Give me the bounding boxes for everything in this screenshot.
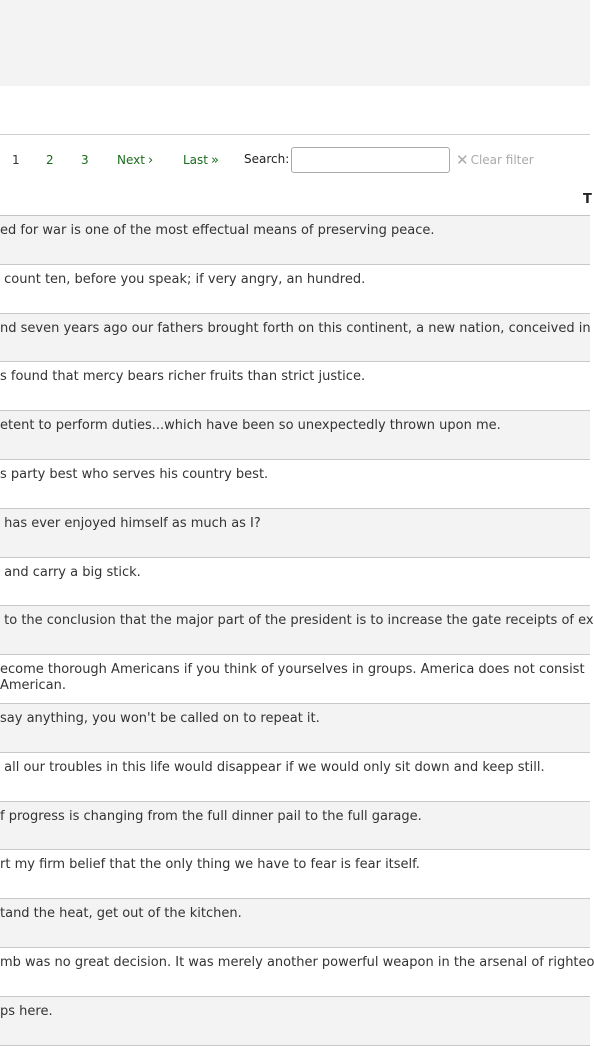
table-row[interactable] bbox=[0, 460, 590, 509]
next-page-link[interactable] bbox=[117, 153, 153, 168]
chevron-right-icon: › bbox=[147, 153, 154, 168]
quote-cell: say anything, you won't be called on to repeat it. bbox=[0, 710, 320, 726]
quote-cell: ed for war is one of the most effectual means of preserving peace. bbox=[0, 223, 435, 238]
quote-cell: and carry a big stick. bbox=[0, 564, 141, 580]
table-row[interactable] bbox=[0, 362, 590, 411]
table-row[interactable] bbox=[0, 850, 590, 899]
quote-cell: all our troubles in this life would disappear if we would only sit down and keep still. bbox=[0, 759, 545, 775]
table-row[interactable] bbox=[0, 802, 590, 851]
table-row[interactable] bbox=[0, 411, 590, 460]
quote-cell: to the conclusion that the major part of the president is to increase the gate receipts of ex bbox=[0, 613, 594, 629]
top-band bbox=[0, 0, 590, 86]
quote-cell: s found that mercy bears richer fruits than strict justice. bbox=[0, 369, 366, 385]
table-body bbox=[0, 216, 594, 1046]
quote-cell: count ten, before you speak; if very angry, an hundred. bbox=[0, 271, 366, 287]
search-input[interactable] bbox=[291, 147, 450, 173]
table-row[interactable] bbox=[0, 558, 590, 607]
table-row[interactable] bbox=[0, 997, 590, 1046]
quote-cell: etent to perform duties...which have been so unexpectedly thrown upon me. bbox=[0, 418, 501, 434]
page-current: 1 bbox=[12, 153, 20, 167]
last-page-link[interactable] bbox=[183, 153, 219, 168]
search-label: Search: bbox=[244, 152, 290, 166]
next-page-label: Next bbox=[117, 153, 145, 167]
table-row[interactable] bbox=[0, 216, 590, 265]
table-row[interactable] bbox=[0, 899, 590, 948]
quote-cell: has ever enjoyed himself as much as I? bbox=[0, 515, 261, 531]
close-icon: ✕ bbox=[456, 151, 469, 169]
table-row[interactable] bbox=[0, 314, 590, 363]
page-link-2[interactable]: 2 bbox=[46, 153, 54, 167]
double-chevron-right-icon: » bbox=[211, 153, 219, 168]
table-row[interactable] bbox=[0, 265, 590, 314]
quote-cell: ecome thorough Americans if you think of yourselves in groups. America does not consist American. bbox=[0, 662, 585, 694]
table-row[interactable] bbox=[0, 606, 594, 655]
quote-cell: s party best who serves his country best. bbox=[0, 466, 269, 482]
table-row[interactable] bbox=[0, 509, 590, 558]
page-link-3[interactable]: 3 bbox=[81, 153, 89, 167]
clear-filter-label: Clear filter bbox=[470, 153, 534, 167]
table-row[interactable] bbox=[0, 655, 590, 704]
clear-filter-button[interactable] bbox=[456, 151, 534, 169]
last-page-label: Last bbox=[183, 153, 208, 167]
table-row[interactable] bbox=[0, 948, 594, 997]
table-row[interactable] bbox=[0, 704, 590, 753]
table-toolbar bbox=[0, 134, 590, 216]
quote-cell: f progress is changing from the full dinner pail to the full garage. bbox=[0, 808, 422, 824]
column-header[interactable]: T bbox=[583, 192, 592, 207]
quote-cell: tand the heat, get out of the kitchen. bbox=[0, 906, 242, 922]
quote-cell: ps here. bbox=[0, 1003, 53, 1019]
quote-cell: nd seven years ago our fathers brought forth on this continent, a new nation, conceived in bbox=[0, 320, 591, 336]
quote-cell: rt my firm belief that the only thing we have to fear is fear itself. bbox=[0, 857, 420, 873]
quote-cell: mb was no great decision. It was merely another powerful weapon in the arsenal of righteo bbox=[0, 954, 594, 970]
table-row[interactable] bbox=[0, 753, 590, 802]
